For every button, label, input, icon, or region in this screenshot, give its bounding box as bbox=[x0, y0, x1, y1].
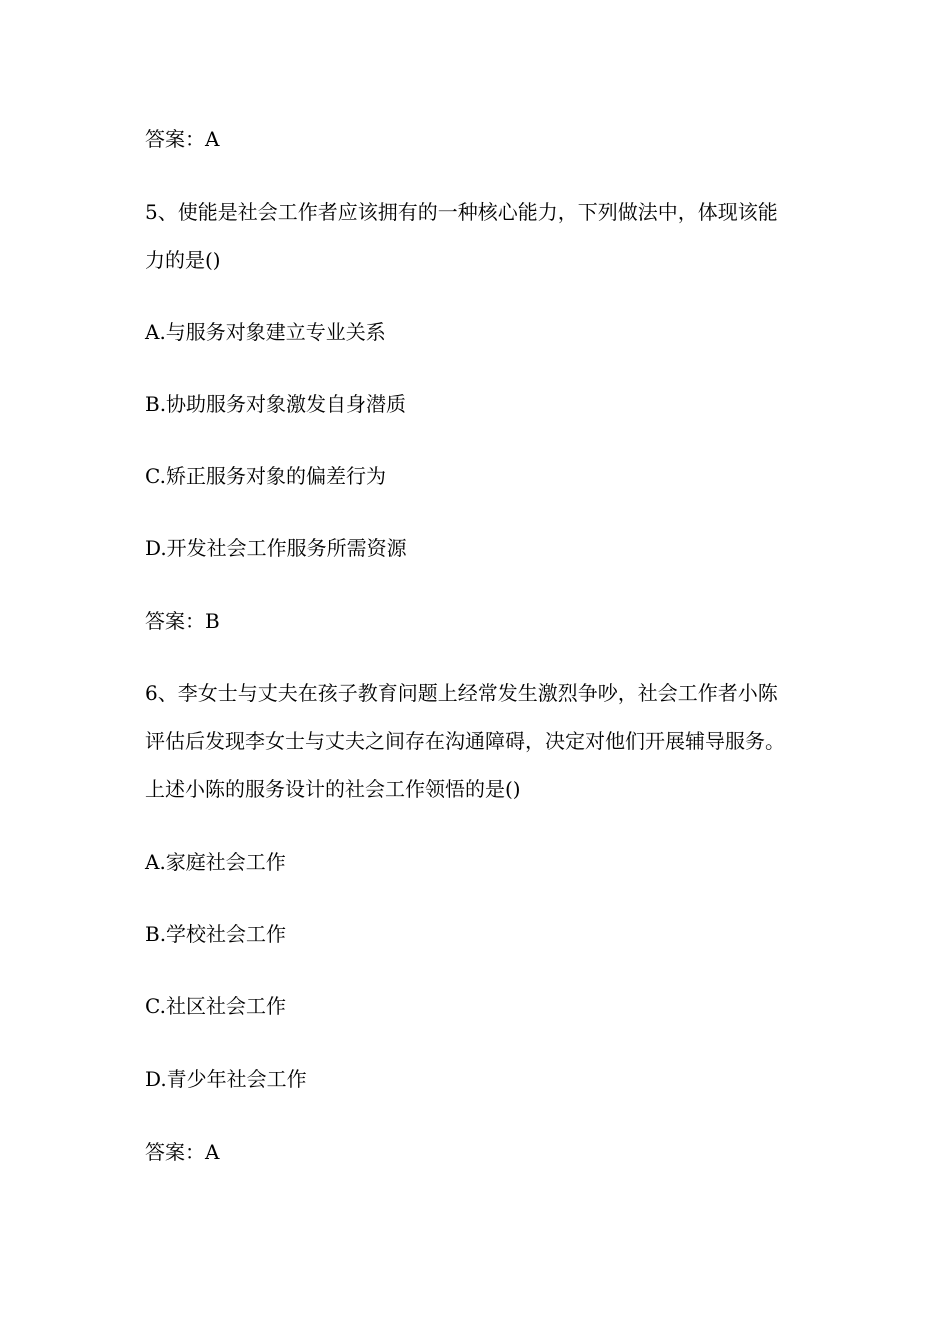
q6-text-line-3: 上述小陈的服务设计的社会工作领悟的是() bbox=[145, 777, 521, 801]
answer-q5: 答案：B bbox=[145, 609, 220, 633]
q6-text-line-2: 评估后发现李女士与丈夫之间存在沟通障碍，决定对他们开展辅导服务。 bbox=[145, 729, 785, 753]
q5-option-d: D.开发社会工作服务所需资源 bbox=[145, 536, 407, 560]
q5-text-line-1: 5、使能是社会工作者应该拥有的一种核心能力，下列做法中，体现该能 bbox=[145, 200, 778, 224]
q6-text-line-1: 6、李女士与丈夫在孩子教育问题上经常发生激烈争吵，社会工作者小陈 bbox=[145, 681, 778, 705]
q5-option-c: C.矫正服务对象的偏差行为 bbox=[145, 464, 386, 488]
q6-option-a: A.家庭社会工作 bbox=[145, 850, 286, 874]
q6-option-d: D.青少年社会工作 bbox=[145, 1067, 307, 1091]
q5-option-b: B.协助服务对象激发自身潜质 bbox=[145, 392, 407, 416]
answer-q6: 答案：A bbox=[145, 1140, 220, 1164]
answer-q4: 答案：A bbox=[145, 127, 220, 151]
q6-option-c: C.社区社会工作 bbox=[145, 994, 286, 1018]
q6-option-b: B.学校社会工作 bbox=[145, 922, 287, 946]
q5-text-line-2: 力的是() bbox=[145, 248, 221, 272]
q5-option-a: A.与服务对象建立专业关系 bbox=[145, 320, 386, 344]
